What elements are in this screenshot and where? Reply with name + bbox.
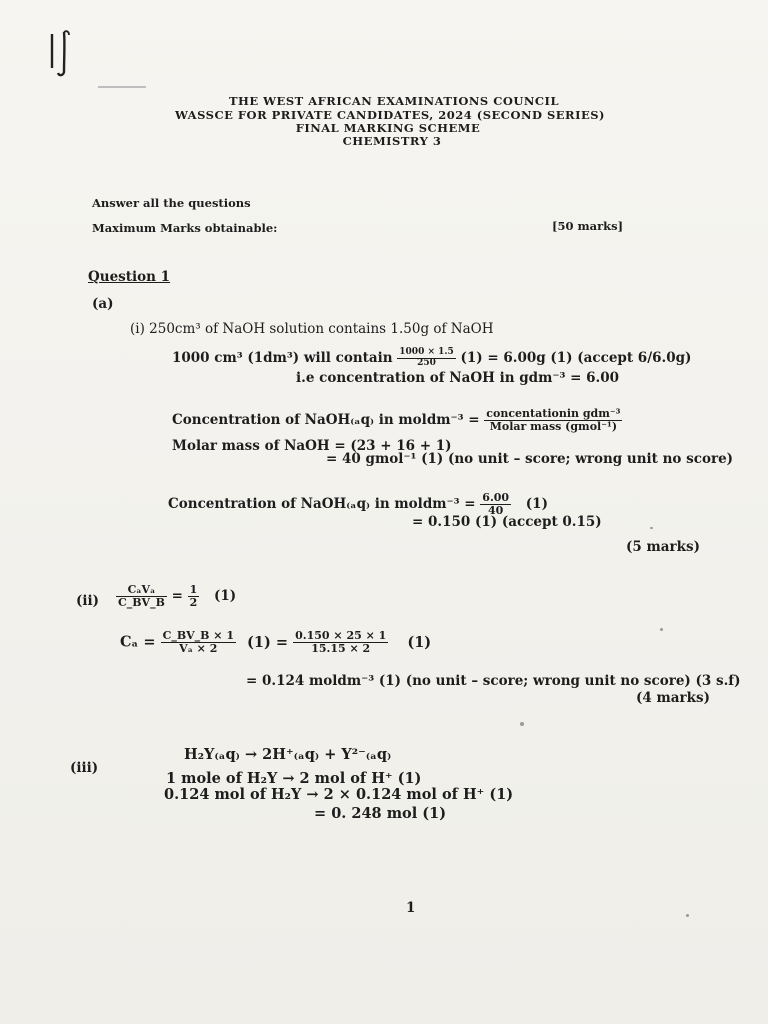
concentration-result: = 0.150 (1) (accept 0.15) [412, 514, 602, 530]
fraction-values [293, 630, 388, 655]
instruction: Answer all the questions [92, 196, 251, 210]
max-marks-label: Maximum Marks obtainable: [92, 221, 278, 235]
part-ii-marks: (4 marks) [636, 690, 710, 706]
header-scheme: FINAL MARKING SCHEME [295, 121, 481, 135]
fraction-1000-over-250 [397, 348, 456, 369]
fraction-numerator: 6.00 [482, 491, 510, 504]
fraction-denominator: 40 [488, 504, 504, 518]
part-i-line2-pre: 1000 cm³ (1dm³) will contain [172, 349, 393, 366]
fraction-numerator: CₐVₐ [116, 584, 167, 597]
header-exam: WASSCE FOR PRIVATE CANDIDATES, 2024 (SECOND SERIES) [175, 108, 605, 122]
smudge [650, 527, 653, 529]
question-1-title: Question 1 [88, 269, 171, 285]
fraction-numerator: 0.150 × 25 × 1 [295, 629, 387, 642]
fraction-denominator: C_BV_B [118, 596, 165, 610]
part-i-marks: (5 marks) [626, 539, 700, 555]
part-ii-result: = 0.124 moldm⁻³ (1) (no unit – score; wrong unit no score) (3 s.f) [246, 673, 741, 689]
molar-mass-line1: Molar mass of NaOH = (23 + 16 + 1) [172, 438, 452, 454]
fraction-numerator: concentationin gdm⁻³ [486, 407, 621, 420]
concentration-formula-pre: Concentration of NaOH₍ₐq₎ in moldm⁻³ = [172, 412, 480, 429]
part-a-label: (a) [92, 296, 114, 312]
fraction-numerator: 1000 × 1.5 [399, 347, 454, 357]
fraction-denominator: 15.15 × 2 [311, 642, 371, 656]
handwritten-mark-icon [44, 30, 80, 78]
fraction-cbvb-over-va [161, 630, 236, 655]
part-i-line3: i.e concentration of NaOH in gdm⁻³ = 6.00 [296, 370, 620, 386]
part-iii-label: (iii) [70, 760, 99, 776]
page-number: 1 [406, 900, 416, 916]
fraction-numerator: C_BV_B × 1 [162, 629, 234, 642]
concentration-final-mark: (1) [525, 496, 548, 513]
fraction-concentration [484, 408, 622, 433]
header-subject: CHEMISTRY 3 [342, 134, 442, 148]
fraction-cava-over-cbvb [116, 584, 167, 609]
mole-result-line: = 0. 248 mol (1) [314, 805, 447, 822]
ca-equation [120, 630, 431, 655]
part-i-line1: (i) 250cm³ of NaOH solution contains 1.50g of NaOH [130, 321, 494, 337]
fraction-denominator: 2 [189, 596, 198, 610]
fraction-denominator: 250 [417, 357, 436, 368]
fraction-denominator: Molar mass (gmol⁻¹) [489, 420, 618, 434]
smudge [660, 628, 663, 631]
dissociation-equation: H₂Y₍ₐq₎ → 2H⁺₍ₐq₎ + Y²⁻₍ₐq₎ [184, 746, 392, 763]
mole-ratio-line: 1 mole of H₂Y → 2 mol of H⁺ (1) [166, 770, 422, 787]
smudge [686, 914, 689, 917]
part-ii-label: (ii) [76, 593, 100, 609]
max-marks-value: [50 marks] [552, 219, 624, 233]
mole-calc-line: 0.124 mol of H₂Y → 2 × 0.124 mol of H⁺ (1) [164, 786, 514, 803]
smudge [520, 722, 524, 726]
fraction-one-half [188, 584, 200, 609]
pen-stroke [98, 86, 146, 88]
fraction-numerator: 1 [189, 583, 198, 596]
part-i-line2 [172, 348, 691, 369]
equals-sign: = [171, 588, 183, 605]
ca-label: Cₐ = [120, 633, 156, 651]
part-i-line2-post: (1) = 6.00g (1) (accept 6/6.0g) [460, 349, 692, 366]
ca-mark: (1) = [247, 633, 289, 651]
molar-mass-line2: = 40 gmol⁻¹ (1) (no unit – score; wrong unit no score) [326, 451, 734, 467]
ratio-equation [116, 584, 236, 609]
concentration-formula [172, 408, 622, 433]
ratio-mark: (1) [213, 588, 237, 605]
header-council: THE WEST AFRICAN EXAMINATIONS COUNCIL [228, 94, 560, 108]
values-mark: (1) [407, 633, 432, 651]
fraction-denominator: Vₐ × 2 [179, 642, 218, 656]
concentration-final-pre: Concentration of NaOH₍ₐq₎ in moldm⁻³ = [168, 496, 476, 513]
